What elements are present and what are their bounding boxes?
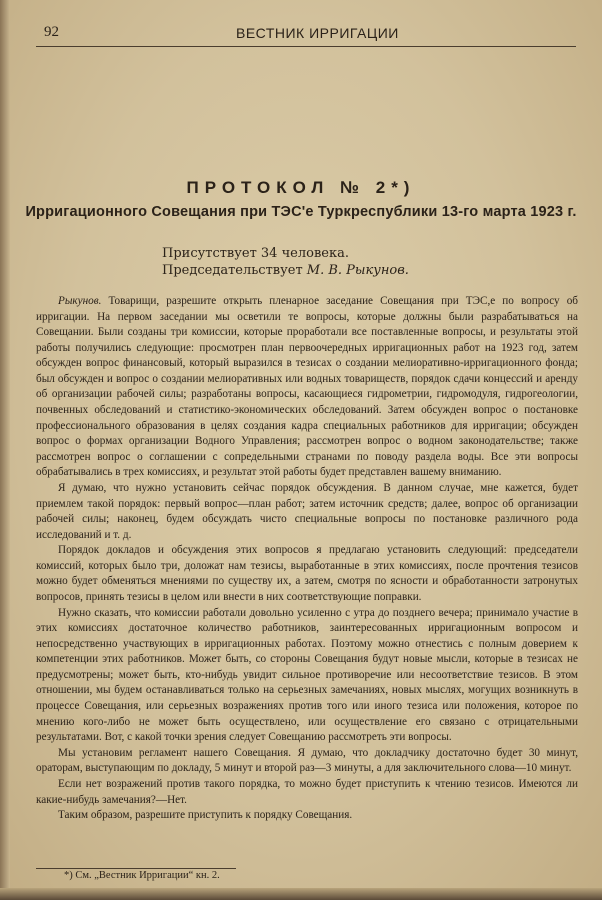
paragraph — [36, 746, 578, 777]
footnote-divider — [36, 868, 236, 869]
paragraph-text: Если нет возражений против такого порядка, то можно будет приступить к чтению тезисов. Имеются ли какие-нибудь замечания?—Нет. — [36, 777, 578, 806]
paragraph — [36, 606, 578, 746]
paragraph-text: Я думаю, что нужно установить сейчас порядок обсуждения. В данном случае, мне кажется, будет приемлем такой порядок: первый вопрос—план работ; затем источник средств; далее, вопрос об организации рабочей силы; наконец, будем обсуждать чисто специальные вопросы по постановке различного рода исследований и т. д. — [36, 481, 578, 541]
attendance-block — [162, 245, 409, 279]
paragraph-text: Нужно сказать, что комиссии работали довольно усиленно с утра до позднего вечера; принимало участие в этих комиссиях достаточное количество работников, заинтересованных ирригационным вопросом и непосредственно участвующих в ирригационных работах. Поэтому можно отнестись с полным доверием к компетенции этих работников. Может быть, со стороны Совещания будут новые мысли, которые в тезисах не предусмотрены; может быть, кто-нибудь увидит сильное противоречие или несоответствие тезисов. В этом отношении, мы будем останавливаться только на серьезных замечаниях, новых мыслях, могущих возникнуть в процессе Совещания, или серьезных возражениях против того или иного тезиса или положения, которое по мнению кого-либо не может быть осуществлено, или осуществление его связано с отрицательными результатами. Вот, с какой точки зрения следует Совещанию рассмотреть эти вопросы. — [36, 606, 578, 744]
paragraph — [36, 543, 578, 605]
chair-label: Председательствует — [162, 263, 303, 278]
protocol-title: ПРОТОКОЛ № 2*) — [186, 178, 416, 197]
paragraph-text: Таким образом, разрешите приступить к порядку Совещания. — [58, 809, 353, 822]
paragraph-text: Товарищи, разрешите открыть пленарное заседание Совещания при ТЭС,е по вопросу об ирригации. На первом заседании мы осветили те вопросы, которые должны были разрабатываться на Совещании. Были созданы три комиссии, которые проработали все поставленные вопросы, и результаты этой работы получились следующие: просмотрен план первоочередных ирригационных работ на 1923 год, затем обсужден вопрос финансовый, который выразился в тезисах о создании мелиоративно-ирригационного фонда; был обсужден и вопрос о создании мелиоративных или водных товариществ, порядок сдачи концессий и аренду об организации рабочей силы; разработаны вопросы, касающиеся гидрометрии, гидромодуля, гидрогеологии, почвенных обследований и статистико-экономических обследований. Затем обсужден вопрос о постановке профессионального образования в целях создания кадра специальных работников для ирригации; обсужден вопрос о формах организации Водного Управления; рассмотрен вопрос о водном законодательстве; также рассмотрен вопрос о соглашении с сопредельными странами по поводу раздела воды. Все эти вопросы обрабатывались в трех комиссиях, и результат этой работы будет представлен вашему вниманию. — [36, 295, 578, 479]
chair-name: М. В. Рыкунов. — [306, 263, 409, 278]
page-edge-shadow — [0, 0, 10, 900]
paragraph — [36, 777, 578, 808]
paragraph-text: Порядок докладов и обсуждения этих вопросов я предлагаю установить следующий: председатели комиссий, которых было три, доложат нам тезисы, выработанные в этих комиссиях, после прочтения тезисов можно будет обменяться мнениями по существу их, а затем, смотря по ясности и обработанности затронутых вопросов, принять тезисы в целом или внести в них соответствующие поправки. — [36, 544, 578, 603]
attendance-line: Присутствует 34 человека. — [162, 246, 349, 261]
protocol-body — [36, 294, 578, 824]
paragraph-text: Мы установим регламент нашего Совещания. Я думаю, что докладчику достаточно будет 30 минут, ораторам, выступающим по докладу, 5 минут и второй раз—3 минуты, а для заключительного слова—10 минут. — [36, 746, 578, 775]
chair-line — [162, 262, 409, 279]
footnote: *) См. „Вестник Ирригации“ кн. 2. — [64, 870, 220, 881]
protocol-subtitle: Ирригационного Совещания при ТЭС'е Туркреспублики 13-го марта 1923 г. — [25, 204, 577, 220]
paragraph — [36, 808, 578, 824]
paragraph — [36, 481, 578, 543]
paragraph — [36, 294, 578, 481]
speaker-name: Рыкунов. — [58, 295, 102, 307]
page-edge-bottom — [0, 888, 602, 900]
running-title: ВЕСТНИК ИРРИГАЦИИ — [236, 25, 399, 41]
page-number: 92 — [44, 24, 59, 40]
page-header — [36, 22, 576, 47]
